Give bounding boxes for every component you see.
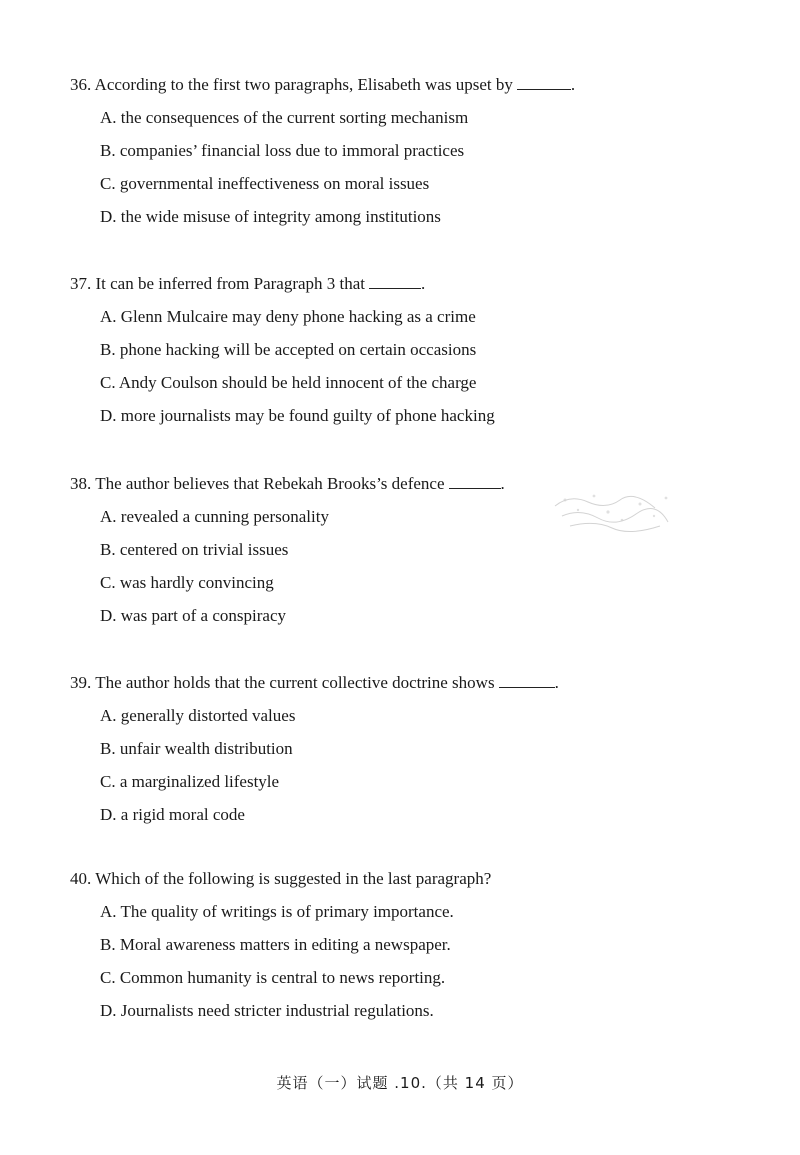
answer-blank [499,673,555,688]
answer-blank [369,274,421,289]
stem-end: . [500,474,505,493]
question-40 [70,869,750,1021]
option-b: B. centered on trivial issues [100,540,289,559]
option-a: A. the consequences of the current sorting mechanism [100,108,469,127]
option-c: C. Andy Coulson should be held innocent of the charge [100,373,477,392]
question-36 [70,75,750,227]
question-37 [70,274,750,426]
option-d: D. a rigid moral code [100,805,245,824]
option-a: A. revealed a cunning personality [100,507,329,526]
question-stem [70,673,750,693]
option-c: C. was hardly convincing [100,573,274,592]
option-c: C. governmental ineffectiveness on moral issues [100,174,430,193]
option-d: D. the wide misuse of integrity among institutions [100,207,441,226]
question-stem [70,75,750,95]
question-stem-text: 39. The author holds that the current collective doctrine shows [70,673,495,692]
scan-smudge-mark [550,486,675,536]
option-b: B. Moral awareness matters in editing a newspaper. [100,935,451,954]
question-stem-text: 40. Which of the following is suggested in the last paragraph? [70,869,492,888]
option-c: C. a marginalized lifestyle [100,772,280,791]
option-b: B. companies’ financial loss due to immoral practices [100,141,465,160]
stem-end: . [421,274,426,293]
option-b: B. phone hacking will be accepted on certain occasions [100,340,477,359]
option-a: A. The quality of writings is of primary importance. [100,902,454,921]
page-footer: 英语（一）试题 .10.（共 14 页） [276,1074,524,1092]
option-d: D. Journalists need stricter industrial regulations. [100,1001,434,1020]
option-d: D. was part of a conspiracy [100,606,286,625]
question-stem-text: 38. The author believes that Rebekah Brooks’s defence [70,474,445,493]
question-stem-text: 37. It can be inferred from Paragraph 3 that [70,274,366,293]
question-stem [70,869,750,889]
answer-blank [449,474,501,489]
stem-end: . [554,673,559,692]
option-a: A. Glenn Mulcaire may deny phone hacking as a crime [100,307,476,326]
stem-end: . [570,75,576,94]
option-b: B. unfair wealth distribution [100,739,293,758]
option-d: D. more journalists may be found guilty of phone hacking [100,406,495,425]
option-a: A. generally distorted values [100,706,296,725]
question-39 [70,673,750,825]
answer-blank [517,75,571,90]
question-stem-text: 36. According to the first two paragraphs, Elisabeth was upset by [70,75,513,94]
option-c: C. Common humanity is central to news reporting. [100,968,446,987]
question-stem [70,274,750,294]
